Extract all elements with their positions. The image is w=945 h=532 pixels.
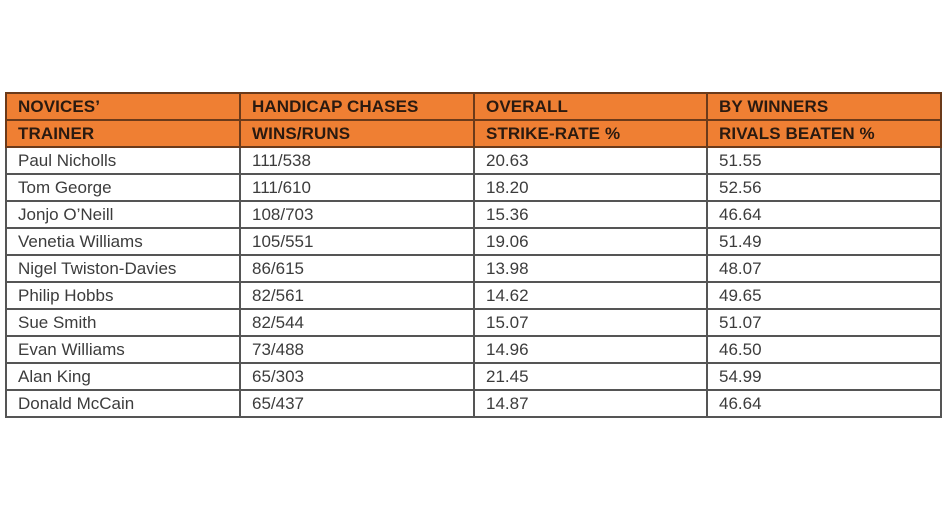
strike-rate-cell: 19.06 (474, 228, 707, 255)
table-row (6, 255, 941, 282)
header-cell-handicap-chases: HANDICAP CHASES (240, 93, 474, 120)
trainer-cell: Paul Nicholls (6, 147, 240, 174)
rivals-beaten-cell: 51.07 (707, 309, 941, 336)
wins-runs-cell: 111/538 (240, 147, 474, 174)
wins-runs-cell: 105/551 (240, 228, 474, 255)
strike-rate-cell: 15.36 (474, 201, 707, 228)
rivals-beaten-cell: 51.49 (707, 228, 941, 255)
trainer-cell: Tom George (6, 174, 240, 201)
strike-rate-cell: 14.96 (474, 336, 707, 363)
table-row (6, 201, 941, 228)
table-body (6, 147, 941, 417)
table-row (6, 390, 941, 417)
table-row (6, 336, 941, 363)
strike-rate-cell: 20.63 (474, 147, 707, 174)
rivals-beaten-cell: 54.99 (707, 363, 941, 390)
table-row (6, 228, 941, 255)
rivals-beaten-cell: 49.65 (707, 282, 941, 309)
trainer-cell: Sue Smith (6, 309, 240, 336)
strike-rate-cell: 15.07 (474, 309, 707, 336)
strike-rate-cell: 14.87 (474, 390, 707, 417)
rivals-beaten-cell: 46.64 (707, 390, 941, 417)
table-row (6, 282, 941, 309)
trainer-cell: Nigel Twiston-Davies (6, 255, 240, 282)
header-cell-overall: OVERALL (474, 93, 707, 120)
strike-rate-cell: 13.98 (474, 255, 707, 282)
trainer-cell: Jonjo O’Neill (6, 201, 240, 228)
trainer-cell: Philip Hobbs (6, 282, 240, 309)
header-cell-strike-rate: STRIKE-RATE % (474, 120, 707, 147)
trainer-stats-table (5, 92, 942, 418)
wins-runs-cell: 108/703 (240, 201, 474, 228)
table-row (6, 174, 941, 201)
rivals-beaten-cell: 52.56 (707, 174, 941, 201)
trainer-cell: Venetia Williams (6, 228, 240, 255)
wins-runs-cell: 65/303 (240, 363, 474, 390)
trainer-cell: Evan Williams (6, 336, 240, 363)
header-cell-by-winners: BY WINNERS (707, 93, 941, 120)
wins-runs-cell: 82/561 (240, 282, 474, 309)
strike-rate-cell: 14.62 (474, 282, 707, 309)
header-cell-rivals-beaten: RIVALS BEATEN % (707, 120, 941, 147)
header-row-1 (6, 93, 941, 120)
table-row (6, 147, 941, 174)
rivals-beaten-cell: 48.07 (707, 255, 941, 282)
header-cell-trainer: TRAINER (6, 120, 240, 147)
trainer-cell: Donald McCain (6, 390, 240, 417)
table-header (6, 93, 941, 147)
header-cell-wins-runs: WINS/RUNS (240, 120, 474, 147)
rivals-beaten-cell: 46.64 (707, 201, 941, 228)
strike-rate-cell: 18.20 (474, 174, 707, 201)
trainer-stats-table-container (5, 92, 940, 418)
wins-runs-cell: 86/615 (240, 255, 474, 282)
header-cell-novices: NOVICES’ (6, 93, 240, 120)
rivals-beaten-cell: 46.50 (707, 336, 941, 363)
wins-runs-cell: 82/544 (240, 309, 474, 336)
wins-runs-cell: 65/437 (240, 390, 474, 417)
wins-runs-cell: 73/488 (240, 336, 474, 363)
table-row (6, 309, 941, 336)
wins-runs-cell: 111/610 (240, 174, 474, 201)
header-row-2 (6, 120, 941, 147)
trainer-cell: Alan King (6, 363, 240, 390)
table-row (6, 363, 941, 390)
rivals-beaten-cell: 51.55 (707, 147, 941, 174)
strike-rate-cell: 21.45 (474, 363, 707, 390)
